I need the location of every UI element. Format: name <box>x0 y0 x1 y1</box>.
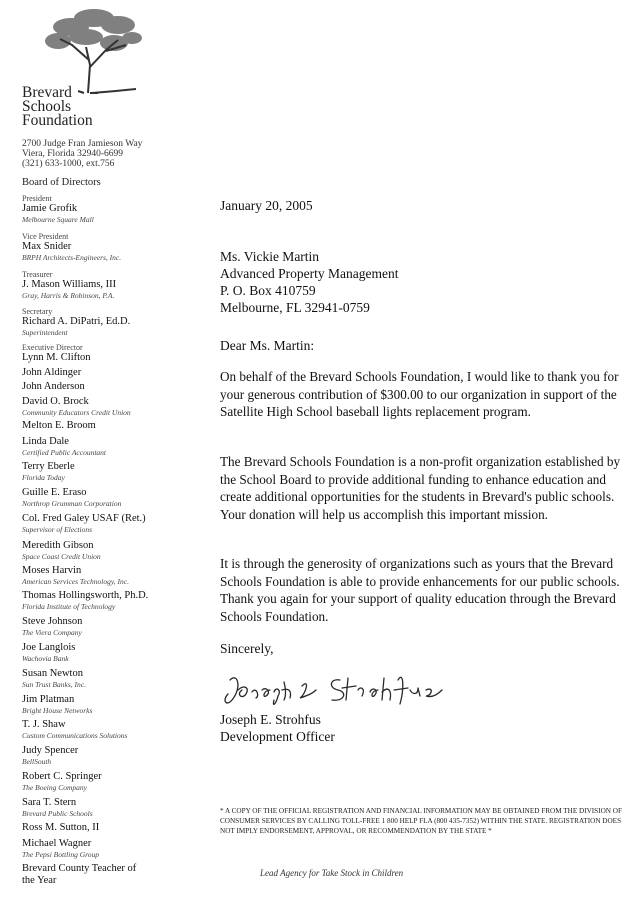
member-name: Thomas Hollingsworth, Ph.D. <box>22 590 149 601</box>
board-member <box>22 540 101 561</box>
member-affiliation: Superintendent <box>22 328 68 337</box>
board-member <box>22 513 146 534</box>
recipient-line: Melbourne, FL 32941-0759 <box>220 300 370 315</box>
letter-date: January 20, 2005 <box>220 198 313 213</box>
board-member <box>22 838 99 859</box>
member-name: Susan Newton <box>22 668 83 679</box>
member-role: President <box>22 194 52 203</box>
member-name: J. Mason Williams, III <box>22 279 117 290</box>
signer-name: Joseph E. Strohfus <box>220 712 321 727</box>
board-member <box>22 436 106 457</box>
member-affiliation: Community Educators Credit Union <box>22 408 131 417</box>
board-member <box>22 694 92 715</box>
member-affiliation: The Pepsi Bottling Group <box>22 850 100 859</box>
body-paragraph: It is through the generosity of organizations such as yours that the Brevard Schools Foundation is able to provide enhancements for our public schools. Thank you again for your support of quality education through the Brevard Schools Foundation. <box>220 556 620 624</box>
member-name: Terry Eberle <box>22 461 75 472</box>
member-affiliation: American Services Technology, Inc. <box>22 577 129 586</box>
member-affiliation: Brevard Public Schools <box>22 809 93 818</box>
member-affiliation: Northrop Grumman Corporation <box>22 499 122 508</box>
member-name: Jim Platman <box>22 694 75 705</box>
member-name: John Aldinger <box>22 367 82 378</box>
registration-disclaimer: * A COPY OF THE OFFICIAL REGISTRATION AND FINANCIAL INFORMATION MAY BE OBTAINED FROM THE DIVISION OF CONSUMER SERVICES BY CALLING TOLL-FREE 1 800 HELP FLA (800 435-7352) WITHIN THE STATE. REGISTRATION DOES NOT IMPLY ENDORSEMENT, APPROVAL, OR RECOMMENDATION BY THE STATE * <box>220 807 622 835</box>
member-affiliation: Custom Communications Solutions <box>22 731 128 740</box>
member-name: Robert C. Springer <box>22 771 102 782</box>
board-member <box>22 396 131 417</box>
member-name: Sara T. Stern <box>22 797 77 808</box>
member-affiliation: Sun Trust Banks, Inc. <box>22 680 86 689</box>
member-name: Linda Dale <box>22 436 69 447</box>
member-name: Moses Harvin <box>22 565 82 576</box>
board-member <box>22 232 121 262</box>
member-name: Steve Johnson <box>22 616 83 627</box>
address-line: 2700 Judge Fran Jamieson Way <box>22 139 143 149</box>
member-name: Ross M. Sutton, II <box>22 822 100 833</box>
member-role: Secretary <box>22 307 53 316</box>
recipient-line: Ms. Vickie Martin <box>220 249 320 264</box>
board-member <box>22 719 127 740</box>
member-role: Executive Director <box>22 343 83 352</box>
board-member <box>22 367 81 379</box>
board-member <box>22 461 75 482</box>
board-member <box>22 797 93 818</box>
board-member <box>22 565 129 586</box>
member-affiliation: Melbourne Square Mall <box>22 215 94 224</box>
closing: Sincerely, <box>220 641 274 656</box>
body-paragraph: The Brevard Schools Foundation is a non-profit organization established by the School Board to provide additional funding to enhance education and create additional opportunities for the students in Brevard's public schools. Your donation will help us accomplish this important mission. <box>220 454 621 522</box>
member-affiliation: BRPH Architects-Engineers, Inc. <box>22 253 122 262</box>
member-affiliation: The Viera Company <box>22 628 82 637</box>
org-name-line: Foundation <box>22 112 93 129</box>
address-line: Viera, Florida 32940-6699 <box>22 149 124 159</box>
member-role: Vice President <box>22 232 69 241</box>
member-name: Jamie Grofik <box>22 203 78 214</box>
member-affiliation: BellSouth <box>22 757 52 766</box>
member-name: Richard A. DiPatri, Ed.D. <box>22 316 131 327</box>
member-name: Judy Spencer <box>22 745 79 756</box>
foundation-tree-logo-icon <box>36 5 151 95</box>
signer-title: Development Officer <box>220 729 335 744</box>
member-name: Guille E. Eraso <box>22 487 87 498</box>
member-affiliation: Space Coast Credit Union <box>22 552 101 561</box>
recipient-address <box>220 248 398 316</box>
board-member <box>22 487 121 508</box>
member-affiliation: Florida Institute of Technology <box>22 602 116 611</box>
board-member <box>22 771 102 792</box>
member-affiliation: Supervisor of Elections <box>22 525 92 534</box>
board-member <box>22 616 82 637</box>
address-line: (321) 633-1000, ext.756 <box>22 159 115 169</box>
salutation: Dear Ms. Martin: <box>220 338 315 353</box>
recipient-line: Advanced Property Management <box>220 266 399 281</box>
board-member <box>22 420 96 432</box>
board-member <box>22 590 148 611</box>
member-name: T. J. Shaw <box>22 719 66 730</box>
member-name: Meredith Gibson <box>22 540 94 551</box>
body-paragraph: On behalf of the Brevard Schools Foundation, I would like to thank you for your generous contribution of $300.00 to our organization in support of the Satellite High School baseball lights replacement program. <box>220 369 619 420</box>
board-member <box>22 194 94 224</box>
handwritten-signature-icon <box>220 660 450 715</box>
member-name: Joe Langlois <box>22 642 76 653</box>
member-affiliation: Wachovia Bank <box>22 654 69 663</box>
member-name: Brevard County Teacher of the Year <box>22 863 137 886</box>
member-name: Max Snider <box>22 241 72 252</box>
board-member <box>22 343 91 364</box>
member-name: Col. Fred Galey USAF (Ret.) <box>22 513 146 524</box>
member-affiliation: Certified Public Accountant <box>22 448 107 457</box>
board-member <box>22 668 86 689</box>
member-name: Melton E. Broom <box>22 420 96 431</box>
board-member <box>22 822 99 834</box>
recipient-line: P. O. Box 410759 <box>220 283 316 298</box>
member-affiliation: Bright House Networks <box>22 706 93 715</box>
board-title: Board of Directors <box>22 177 101 188</box>
member-affiliation: The Boeing Company <box>22 783 87 792</box>
org-address <box>22 139 142 169</box>
member-name: David O. Brock <box>22 396 89 407</box>
board-member <box>22 863 142 887</box>
member-affiliation: Gray, Harris & Robinson, P.A. <box>22 291 115 300</box>
org-name-line: Brevard <box>22 84 72 101</box>
member-name: Michael Wagner <box>22 838 92 849</box>
member-affiliation: Florida Today <box>22 473 65 482</box>
board-member <box>22 745 78 766</box>
board-member <box>22 307 130 337</box>
board-member <box>22 270 116 300</box>
board-member <box>22 642 75 663</box>
member-name: Lynn M. Clifton <box>22 352 91 363</box>
signature-block <box>220 711 335 745</box>
board-member <box>22 381 85 393</box>
member-role: Treasurer <box>22 270 53 279</box>
tagline: Lead Agency for Take Stock in Children <box>260 868 404 878</box>
org-name <box>22 86 93 128</box>
member-name: John Anderson <box>22 381 85 392</box>
org-name-line: Schools <box>22 98 72 115</box>
